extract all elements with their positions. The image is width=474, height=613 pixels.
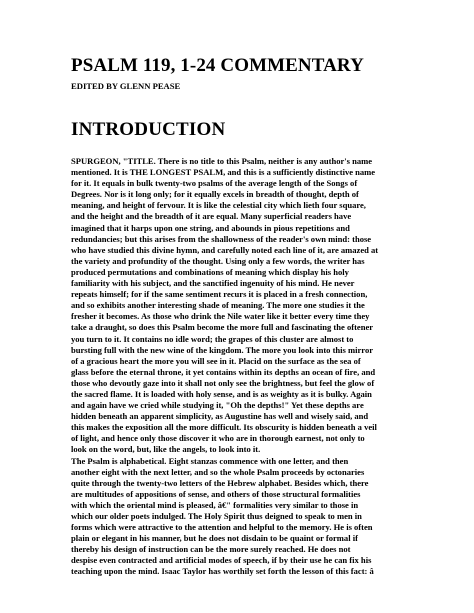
body-line: fresher it becomes. As those who drink the Nile water like it better every time they: [71, 311, 370, 322]
body-line: you turn to it. It contains no idle word; the grapes of this cluster are almost to: [71, 333, 354, 344]
body-line: bursting full with the new wine of the kingdom. The more you look into this mirror: [71, 344, 374, 355]
body-line: Degrees. Nor is it long only; for it equally excels in breadth of thought, depth of: [71, 189, 359, 200]
body-line: teaching upon the mind. Isaac Taylor has worthily set forth the lesson of this fact: â: [71, 566, 374, 577]
body-line: and the height and the breadth of it are equal. Many superficial readers have: [71, 211, 352, 222]
body-line: produced permutations and combinations of meaning which display his holy: [71, 266, 349, 277]
body-line: despise even contracted and artificial modes of speech, if by their use he can fix his: [71, 555, 372, 566]
body-line: and so exhibits another interesting shade of meaning. The more one studies it the: [71, 300, 365, 311]
body-line: this makes the exposition all the more difficult. Its obscurity is hidden beneath a veil: [71, 422, 377, 433]
body-line: for it. It equals in bulk twenty-two psalms of the average length of the Songs of: [71, 178, 358, 189]
body-line: which our older poets indulged. The Holy Spirit thus deigned to speak to men in: [71, 511, 362, 521]
body-line: glass before the eternal throne, it yet contains within its depths an ocean of fire, and: [71, 366, 376, 377]
body-line: another eight with the next letter, and so the whole Psalm proceeds by octonaries: [71, 466, 365, 477]
editor-credit: EDITED BY GLENN PEASE: [71, 81, 181, 91]
body-line: take a draught, so does this Psalm become the more full and fascinating the oftener: [71, 322, 374, 333]
body-line: plain or elegant in his manner, but he does not disdain to be quaint or formal if: [71, 533, 358, 544]
body-line: quite through the twenty-two letters of the Hebrew alphabet. Besides which, there: [71, 477, 369, 488]
body-line: and again have we cried while studying it, "Oh the depths!" Yet these depths are: [71, 400, 364, 411]
body-line: imagined that it harps upon one string, and abounds in pious repetitions and: [71, 222, 350, 233]
body-line: hidden beneath an apparent simplicity, as Augustine has well and wisely said, and: [71, 411, 369, 422]
body-line: familiarity with his subject, and the sanctified ingenuity of his mind. He never: [71, 278, 355, 289]
document-title: PSALM 119, 1-24 COMMENTARY: [71, 55, 364, 76]
body-line: of light, and hence only those discover it who are in thorough earnest, not only to: [71, 433, 365, 444]
body-line: who have studied this divine hymn, and carefully noted each line of it, are amazed at: [71, 244, 379, 255]
body-line: of a gracious heart the more you will see in it. Placid on the surface as the sea of: [71, 355, 361, 366]
body-line: are multitudes of appositions of sense, and others of those structural formalities: [71, 488, 361, 499]
section-heading: INTRODUCTION: [71, 119, 226, 140]
body-line: those who devoutly gaze into it shall not only see the brightness, but feel the glow of: [71, 377, 375, 388]
body-line: repeats himself; for if the same sentiment recurs it is placed in a fresh connection,: [71, 289, 368, 300]
body-line: SPURGEON, "TITLE. There is no title to this Psalm, neither is any author's name: [71, 156, 373, 166]
body-line: meaning, and height of fervour. It is like the celestial city which lieth four square,: [71, 200, 366, 211]
body-line: thereby his design of instruction can be the more surely reached. He does not: [71, 544, 351, 555]
body-line: the variety and profundity of the thought. Using only a few words, the writer has: [71, 255, 365, 266]
body-line: look on the word, but, like the angels, to look into it.: [71, 444, 261, 455]
body-line: the sacred flame. It is loaded with holy sense, and is as weighty as it is bulky. Again: [71, 388, 372, 399]
body-line: The Psalm is alphabetical. Eight stanzas commence with one letter, and then: [71, 455, 349, 466]
body-line: forms which were attractive to the attention and helpful to the memory. He is often: [71, 522, 373, 533]
body-line: redundancies; but this arises from the shallowness of the reader's own mind: those: [71, 233, 372, 244]
body-line: mentioned. It is THE LONGEST PSALM, and this is a sufficiently distinctive name: [71, 167, 376, 178]
body-text: [71, 156, 461, 578]
body-line: with which the oriental mind is pleased, â€" formalities very similar to those in: [71, 499, 359, 510]
